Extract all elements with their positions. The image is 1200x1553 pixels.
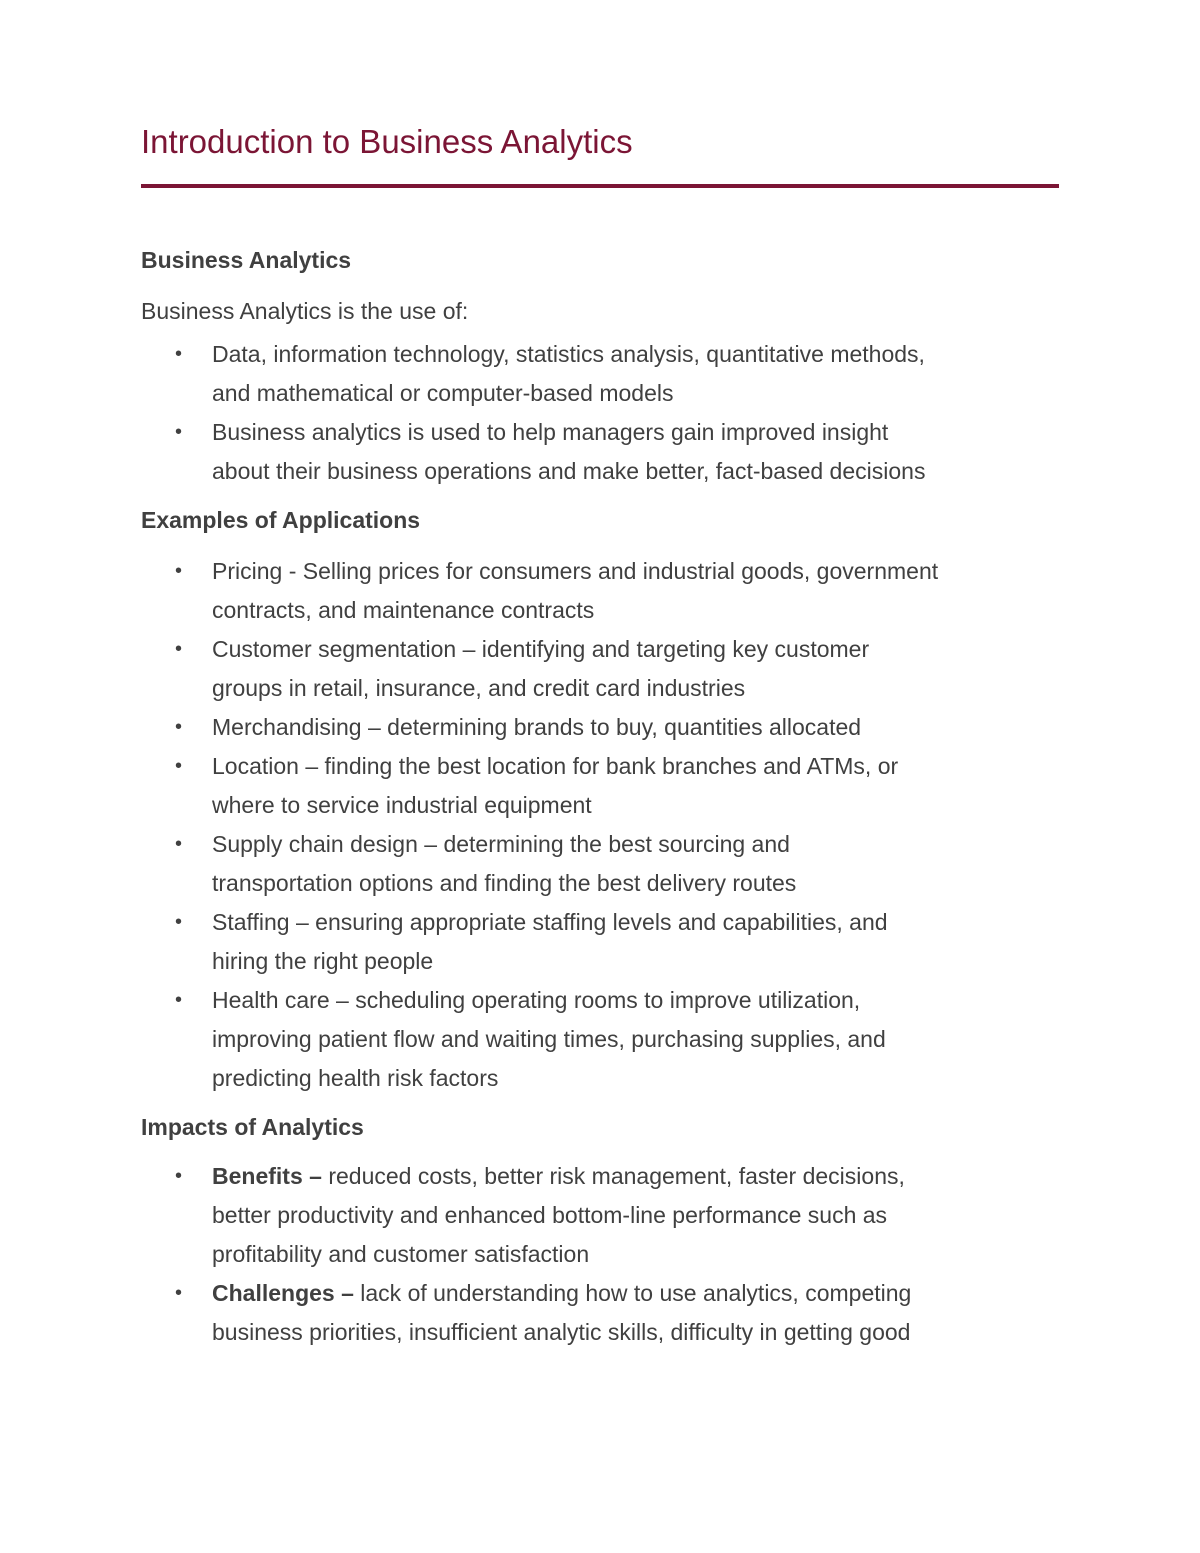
list-item: • Business analytics is used to help managers gain improved insight about their business operations and make better, fact-based decisions xyxy=(141,413,1059,491)
impacts-list xyxy=(141,1157,1059,1352)
title-underline xyxy=(141,184,1059,188)
bullet-icon: • xyxy=(175,1282,183,1304)
benefits-term: Benefits – xyxy=(212,1163,322,1189)
bullet-icon: • xyxy=(175,343,183,365)
bullet-icon: • xyxy=(175,989,183,1011)
list-item: • Health care – scheduling operating rooms to improve utilization, improving patient flow and waiting times, purchasing supplies, and predicting health risk factors xyxy=(141,981,1059,1098)
business-analytics-list xyxy=(141,335,1059,491)
section-heading-examples-of-applications: Examples of Applications xyxy=(141,507,421,533)
list-item: • Challenges – lack of understanding how to use analytics, competing business priorities, insufficient analytic skills, difficulty in getting good xyxy=(141,1274,1059,1352)
bullet-icon: • xyxy=(175,1165,183,1187)
bullet-icon: • xyxy=(175,638,183,660)
applications-list xyxy=(141,552,1059,1098)
list-item: • Merchandising – determining brands to buy, quantities allocated xyxy=(141,708,1059,747)
bullet-icon: • xyxy=(175,560,183,582)
list-item: • Supply chain design – determining the best sourcing and transportation options and finding the best delivery routes xyxy=(141,825,1059,903)
list-item: • Customer segmentation – identifying and targeting key customer groups in retail, insurance, and credit card industries xyxy=(141,630,1059,708)
bullet-icon: • xyxy=(175,911,183,933)
challenges-term: Challenges – xyxy=(212,1280,354,1306)
bullet-icon: • xyxy=(175,833,183,855)
document-body xyxy=(141,118,1059,1352)
list-item: • Pricing - Selling prices for consumers and industrial goods, government contracts, and maintenance contracts xyxy=(141,552,1059,630)
list-item: • Staffing – ensuring appropriate staffing levels and capabilities, and hiring the right people xyxy=(141,903,1059,981)
section-intro-text: Business Analytics is the use of: xyxy=(141,298,469,324)
bullet-icon: • xyxy=(175,716,183,738)
section-heading-business-analytics: Business Analytics xyxy=(141,247,352,273)
bullet-icon: • xyxy=(175,421,183,443)
list-item: • Benefits – reduced costs, better risk management, faster decisions, better productivity and enhanced bottom-line performance such as profitability and customer satisfaction xyxy=(141,1157,1059,1274)
document-title: Introduction to Business Analytics xyxy=(141,123,633,160)
bullet-icon: • xyxy=(175,755,183,777)
list-item: • Location – finding the best location for bank branches and ATMs, or where to service industrial equipment xyxy=(141,747,1059,825)
section-heading-impacts-of-analytics: Impacts of Analytics xyxy=(141,1114,364,1140)
list-item: • Data, information technology, statistics analysis, quantitative methods, and mathematical or computer-based models xyxy=(141,335,1059,413)
